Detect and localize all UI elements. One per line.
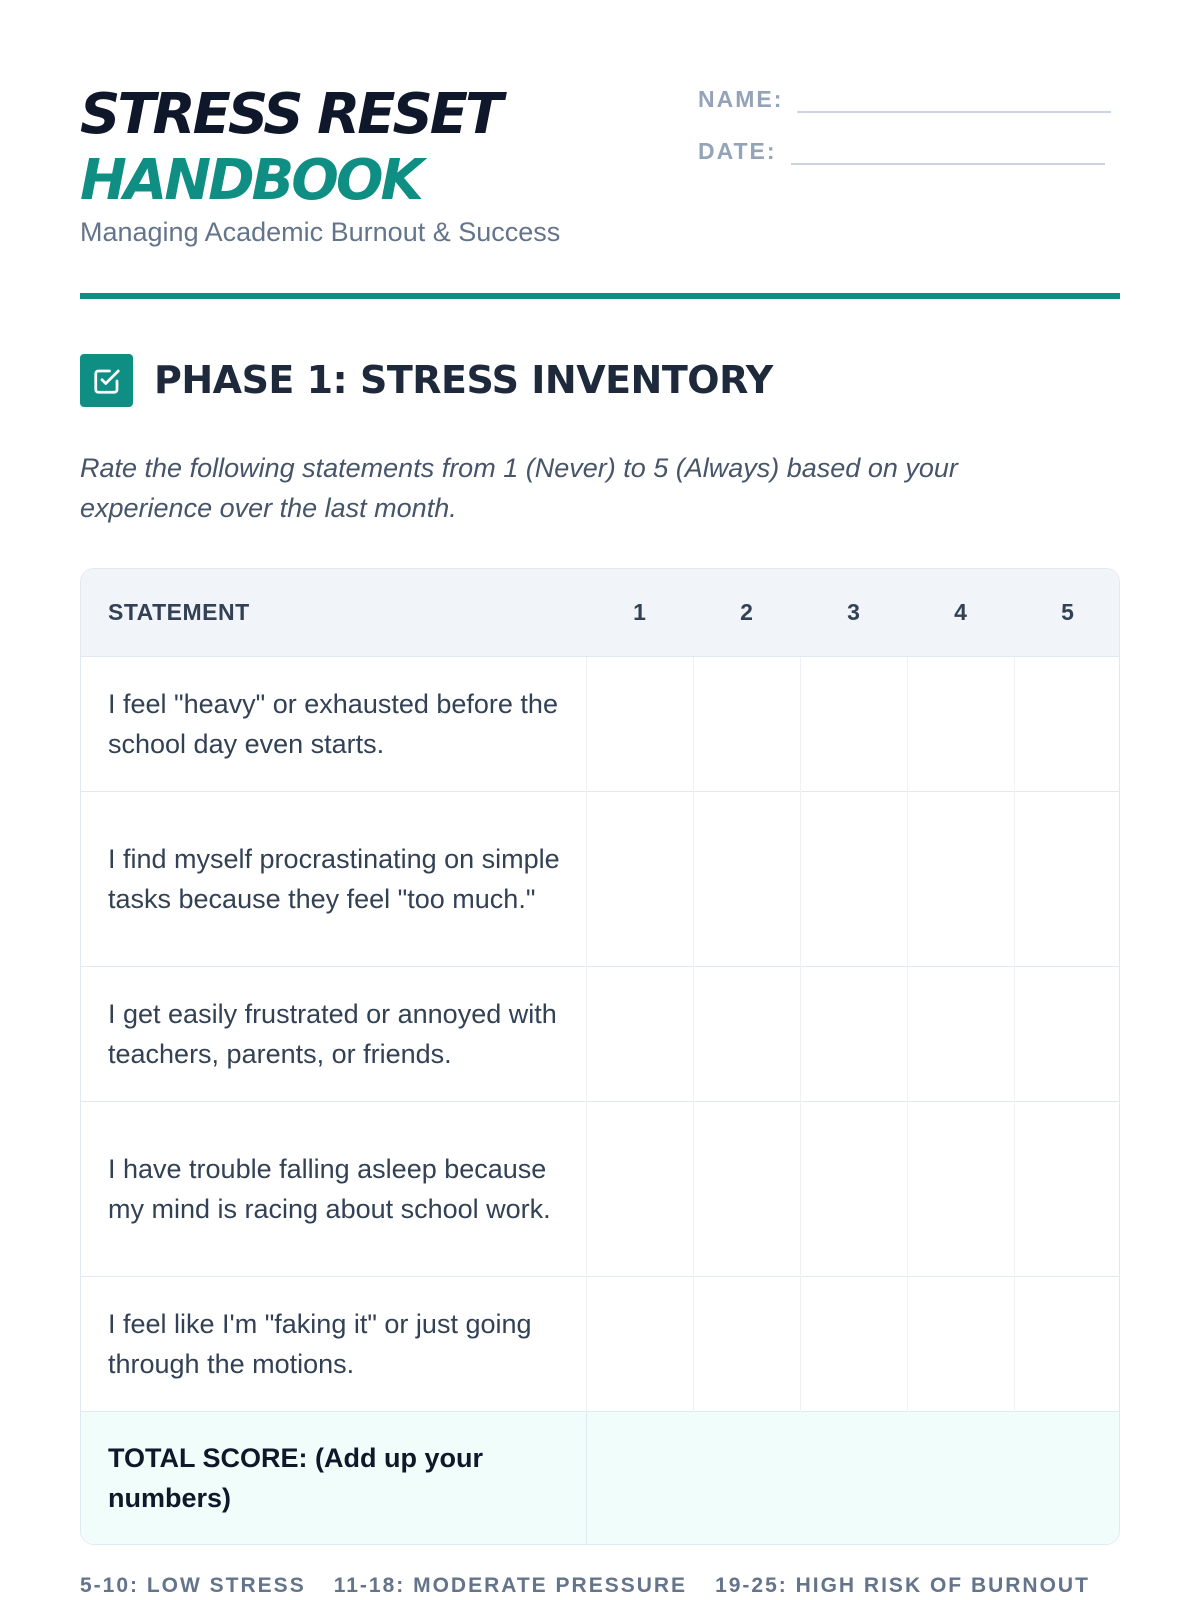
rating-cell-5[interactable]: [1014, 791, 1120, 966]
table-row: [81, 966, 1120, 1101]
rating-cell-1[interactable]: [586, 1101, 693, 1276]
name-label: NAME:: [698, 86, 784, 112]
rating-cell-2[interactable]: [693, 966, 800, 1101]
stress-inventory-table: [80, 568, 1120, 1545]
rating-cell-2[interactable]: [693, 656, 800, 791]
checkbox-icon: [80, 354, 133, 407]
rating-cell-4[interactable]: [907, 656, 1014, 791]
title-block: [80, 82, 680, 214]
table-row: [81, 791, 1120, 966]
rating-cell-1[interactable]: [586, 966, 693, 1101]
column-header-3: 3: [800, 569, 907, 656]
rating-cell-1[interactable]: [586, 1276, 693, 1411]
date-field: [698, 138, 1105, 165]
worksheet-page: [80, 0, 1120, 1600]
subtitle: Managing Academic Burnout & Success: [80, 217, 561, 247]
rating-cell-2[interactable]: [693, 1101, 800, 1276]
total-score-cell[interactable]: [586, 1411, 1120, 1544]
column-header-5: 5: [1014, 569, 1120, 656]
rating-cell-2[interactable]: [693, 791, 800, 966]
legend-low: 5-10: LOW STRESS: [80, 1574, 306, 1597]
rating-cell-3[interactable]: [800, 656, 907, 791]
table-row: [81, 1276, 1120, 1411]
title-line-1: STRESS RESET: [80, 82, 501, 147]
name-field: [698, 86, 1111, 113]
rating-cell-3[interactable]: [800, 1101, 907, 1276]
rating-cell-4[interactable]: [907, 966, 1014, 1101]
statement-cell: I have trouble falling asleep because my mind is racing about school work.: [81, 1101, 586, 1276]
name-input-line[interactable]: [797, 93, 1111, 113]
statement-cell: I feel "heavy" or exhausted before the school day even starts.: [81, 656, 586, 791]
date-label: DATE:: [698, 138, 777, 164]
rating-cell-1[interactable]: [586, 656, 693, 791]
date-input-line[interactable]: [791, 145, 1105, 165]
table-row: [81, 656, 1120, 791]
statement-cell: I get easily frustrated or annoyed with teachers, parents, or friends.: [81, 966, 586, 1101]
table-header-row: [81, 569, 1120, 656]
rating-cell-3[interactable]: [800, 791, 907, 966]
column-header-1: 1: [586, 569, 693, 656]
rating-cell-4[interactable]: [907, 1276, 1014, 1411]
legend-high: 19-25: HIGH RISK OF BURNOUT: [715, 1574, 1090, 1597]
column-header-4: 4: [907, 569, 1014, 656]
rating-cell-2[interactable]: [693, 1276, 800, 1411]
total-score-row: [81, 1411, 1120, 1544]
rating-cell-5[interactable]: [1014, 966, 1120, 1101]
rating-cell-4[interactable]: [907, 791, 1014, 966]
table-row: [81, 1101, 1120, 1276]
statement-cell: I find myself procrastinating on simple tasks because they feel "too much.": [81, 791, 586, 966]
legend-moderate: 11-18: MODERATE PRESSURE: [333, 1574, 688, 1597]
instructions: Rate the following statements from 1 (Never) to 5 (Always) based on your experience over the last month.: [80, 453, 958, 523]
rating-cell-4[interactable]: [907, 1101, 1014, 1276]
rating-cell-5[interactable]: [1014, 656, 1120, 791]
score-legend: [80, 1574, 1090, 1598]
rating-cell-5[interactable]: [1014, 1101, 1120, 1276]
column-header-2: 2: [693, 569, 800, 656]
rating-cell-3[interactable]: [800, 1276, 907, 1411]
rating-cell-3[interactable]: [800, 966, 907, 1101]
rating-cell-5[interactable]: [1014, 1276, 1120, 1411]
statement-cell: I feel like I'm "faking it" or just going through the motions.: [81, 1276, 586, 1411]
title-line-2: HANDBOOK: [80, 148, 421, 213]
column-header-statement: STATEMENT: [81, 569, 586, 656]
rating-cell-1[interactable]: [586, 791, 693, 966]
section-title: PHASE 1: STRESS INVENTORY: [154, 358, 773, 402]
header-divider: [80, 293, 1120, 299]
total-score-label: TOTAL SCORE: (Add up your numbers): [81, 1411, 586, 1544]
